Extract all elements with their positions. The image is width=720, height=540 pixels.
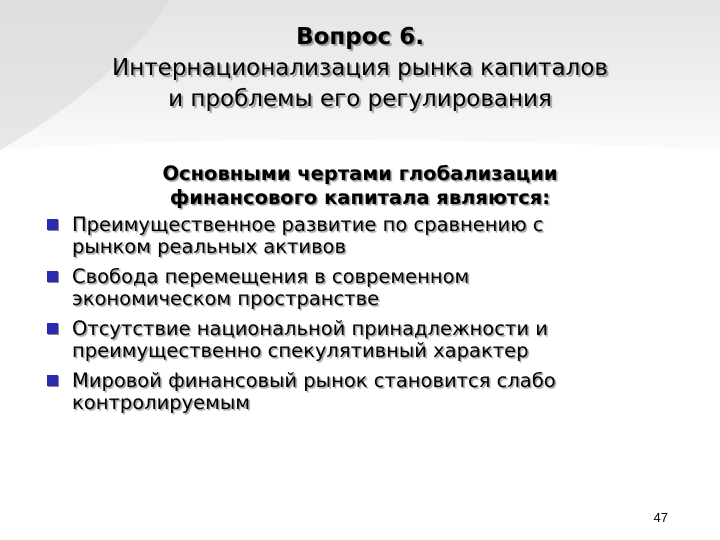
bullet-text-line-2: преимущественно спекулятивный характер	[72, 339, 529, 362]
list-item	[40, 214, 680, 258]
bullet-text-line-1: Преимущественное развитие по сравнению с	[72, 213, 544, 236]
page-number: 47	[653, 510, 668, 525]
title-line-1: Интернационализация рынка капиталов	[112, 55, 608, 81]
bullet-text-line-1: Отсутствие национальной принадлежности и	[72, 317, 548, 340]
content-heading	[40, 162, 680, 210]
title-line-2: и проблемы его регулирования	[168, 86, 552, 112]
list-item	[40, 318, 680, 362]
bullet-text-line-1: Свобода перемещения в современном	[72, 265, 470, 288]
bullet-text-line-1: Мировой финансовый рынок становится слабо	[72, 369, 556, 392]
list-item	[40, 266, 680, 310]
slide-title	[40, 22, 680, 115]
bullet-text-line-2: экономическом пространстве	[72, 287, 380, 310]
bullet-text-line-2: рынком реальных активов	[72, 235, 346, 258]
title-question-number: Вопрос 6.	[296, 24, 424, 50]
square-bullet-icon	[47, 375, 58, 386]
square-bullet-icon	[47, 219, 58, 230]
square-bullet-icon	[47, 271, 58, 282]
heading-line-2: финансового капитала являются:	[169, 186, 551, 209]
bullet-text-line-2: контролируемым	[72, 391, 250, 414]
list-item	[40, 370, 680, 414]
heading-line-1: Основными чертами глобализации	[162, 162, 558, 185]
bullet-list	[40, 214, 680, 414]
square-bullet-icon	[47, 323, 58, 334]
slide-content	[40, 162, 680, 422]
